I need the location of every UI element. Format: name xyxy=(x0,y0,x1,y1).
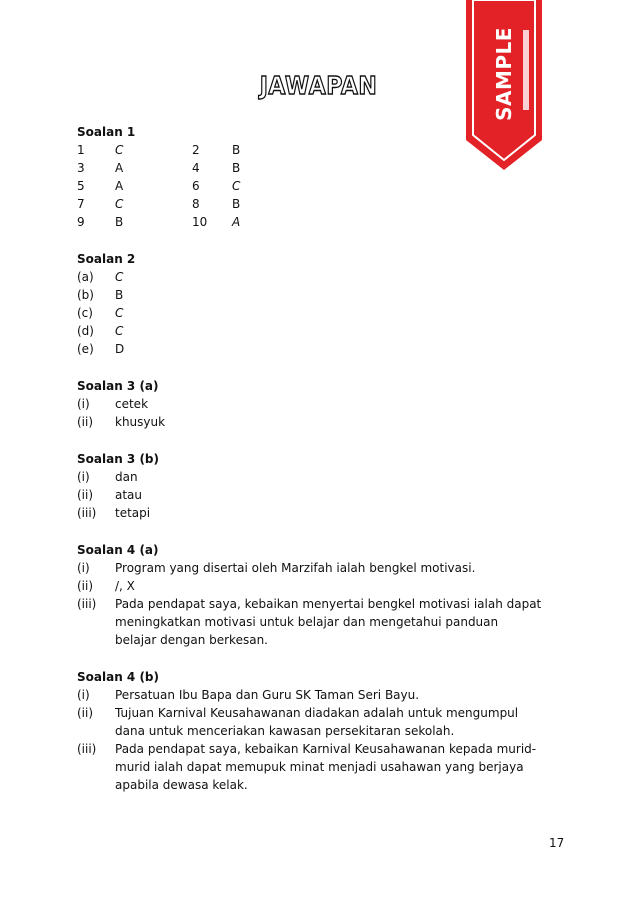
item-text: C xyxy=(115,270,124,284)
item-label: (i) xyxy=(77,688,90,702)
item-text: D xyxy=(115,342,125,356)
answer-item xyxy=(77,486,577,504)
item-label: (e) xyxy=(77,342,94,356)
answer-value: C xyxy=(232,179,241,193)
answer-row xyxy=(77,213,577,231)
question-number: 2 xyxy=(192,143,200,157)
answer-item xyxy=(77,686,577,704)
question-number: 4 xyxy=(192,161,200,175)
item-text: Tujuan Karnival Keusahawanan diadakan adalah untuk mengumpul dana untuk menceriakan kawasan persekitaran sekolah. xyxy=(115,706,519,738)
item-text: B xyxy=(115,288,124,302)
page-title: JAWAPAN xyxy=(259,72,378,101)
item-label: (c) xyxy=(77,306,93,320)
item-text: atau xyxy=(115,488,143,502)
soalan-3a-section xyxy=(77,377,577,431)
section-heading: Soalan 4 (b) xyxy=(77,670,160,684)
question-number: 3 xyxy=(77,161,85,175)
sample-stamp-text: SAMPLE xyxy=(492,27,516,121)
section-heading: Soalan 1 xyxy=(77,125,136,139)
item-text: C xyxy=(115,324,124,338)
question-number: 1 xyxy=(77,143,85,157)
answer-value: A xyxy=(115,179,124,193)
item-text: /, X xyxy=(115,579,135,593)
section-heading: Soalan 2 xyxy=(77,252,136,266)
answer-item xyxy=(77,595,577,649)
answer-item xyxy=(77,468,577,486)
item-label: (b) xyxy=(77,288,94,302)
answer-value: B xyxy=(115,215,124,229)
item-label: (ii) xyxy=(77,488,94,502)
soalan-2-section xyxy=(77,250,577,358)
item-text: cetek xyxy=(115,397,149,411)
answer-value: A xyxy=(115,161,124,175)
item-text: Pada pendapat saya, kebaikan Karnival Keusahawanan kepada murid-murid ialah dapat memupuk minat menjadi usahawan yang berjaya apabila dewasa kelak. xyxy=(115,742,537,792)
item-label: (i) xyxy=(77,561,90,575)
answer-item xyxy=(77,740,577,794)
item-text: Program yang disertai oleh Marzifah ialah bengkel motivasi. xyxy=(115,561,476,575)
answer-item xyxy=(77,559,577,577)
item-text: C xyxy=(115,306,124,320)
soalan-1-section xyxy=(77,123,577,231)
question-number: 9 xyxy=(77,215,85,229)
item-label: (ii) xyxy=(77,706,94,720)
answer-item xyxy=(77,704,577,740)
item-label: (iii) xyxy=(77,597,97,611)
answer-value: B xyxy=(232,161,241,175)
answer-value: B xyxy=(232,197,241,211)
item-label: (ii) xyxy=(77,579,94,593)
section-heading: Soalan 3 (b) xyxy=(77,452,160,466)
item-text: dan xyxy=(115,470,138,484)
page-number: 17 xyxy=(549,836,565,850)
section-heading: Soalan 3 (a) xyxy=(77,379,159,393)
answer-value: C xyxy=(115,143,124,157)
answer-value: B xyxy=(232,143,241,157)
question-number: 10 xyxy=(192,215,208,229)
answer-item xyxy=(77,304,577,322)
question-number: 8 xyxy=(192,197,200,211)
answer-item xyxy=(77,413,577,431)
answer-row xyxy=(77,177,577,195)
answer-content xyxy=(77,123,577,813)
answer-item xyxy=(77,395,577,413)
item-label: (i) xyxy=(77,397,90,411)
item-label: (iii) xyxy=(77,742,97,756)
item-text: Pada pendapat saya, kebaikan menyertai bengkel motivasi ialah dapat meningkatkan motivasi untuk belajar dan mengetahui panduan belajar dengan berkesan. xyxy=(115,597,542,647)
question-number: 7 xyxy=(77,197,85,211)
item-label: (d) xyxy=(77,324,94,338)
item-text: Persatuan Ibu Bapa dan Guru SK Taman Seri Bayu. xyxy=(115,688,420,702)
answer-item xyxy=(77,577,577,595)
soalan-4a-section xyxy=(77,541,577,649)
item-text: tetapi xyxy=(115,506,151,520)
answer-row xyxy=(77,195,577,213)
answer-row xyxy=(77,159,577,177)
answer-item xyxy=(77,286,577,304)
question-number: 5 xyxy=(77,179,85,193)
answer-item xyxy=(77,340,577,358)
soalan-3b-section xyxy=(77,450,577,522)
answer-item xyxy=(77,322,577,340)
section-heading: Soalan 4 (a) xyxy=(77,543,159,557)
answer-value: C xyxy=(115,197,124,211)
answer-item xyxy=(77,268,577,286)
item-label: (ii) xyxy=(77,415,94,429)
soalan-4b-section xyxy=(77,668,577,794)
question-number: 6 xyxy=(192,179,200,193)
item-label: (a) xyxy=(77,270,94,284)
item-text: khusyuk xyxy=(115,415,166,429)
answer-row xyxy=(77,141,577,159)
item-label: (iii) xyxy=(77,506,97,520)
answer-value: A xyxy=(232,215,241,229)
answer-item xyxy=(77,504,577,522)
item-label: (i) xyxy=(77,470,90,484)
